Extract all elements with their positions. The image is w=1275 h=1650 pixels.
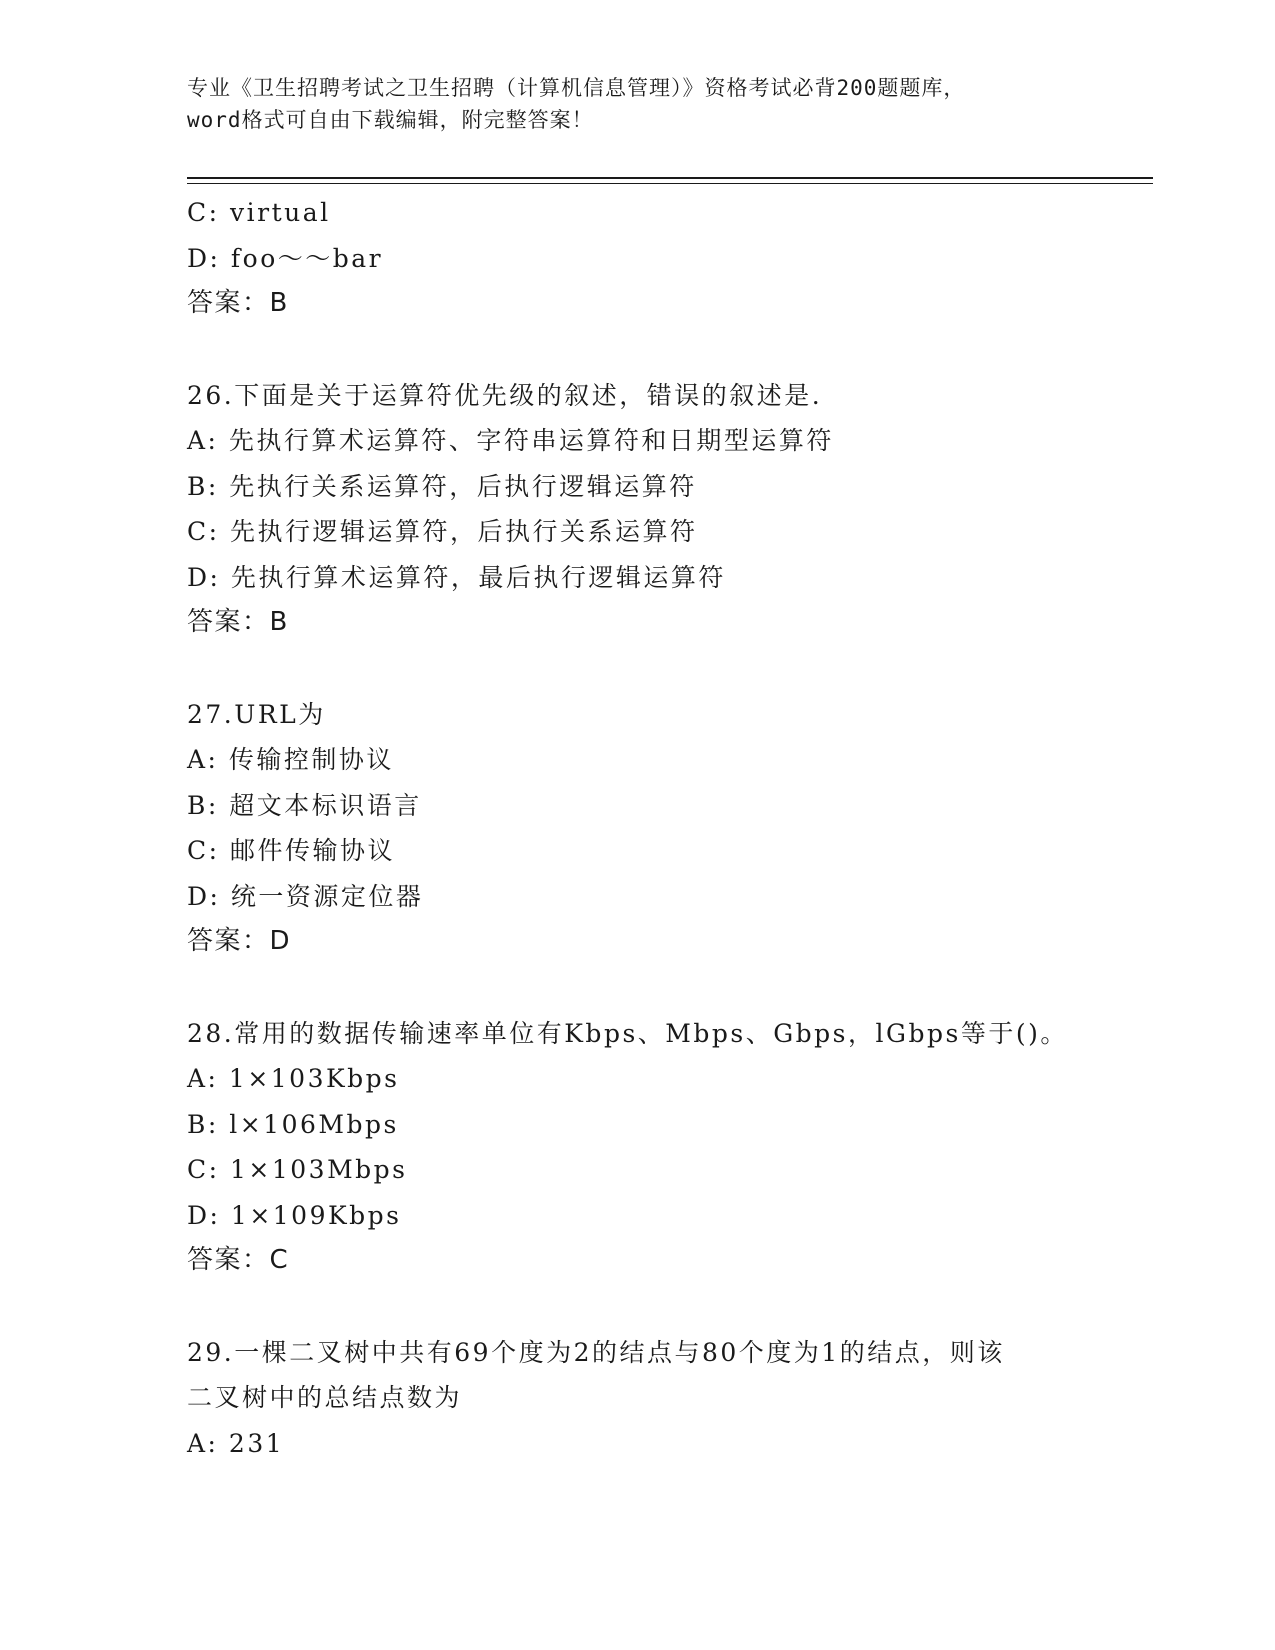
document-header <box>187 72 1087 136</box>
option-a: A: 231 <box>187 1428 285 1458</box>
question-28 <box>187 1011 1153 1284</box>
option-a: A: 1×103Kbps <box>187 1064 400 1093</box>
option-d: D: 1×109Kbps <box>187 1200 402 1230</box>
header-rule-thick <box>187 177 1153 179</box>
question-29 <box>187 1330 1153 1467</box>
option-b: B: 先执行关系运算符，后执行逻辑运算符 <box>187 471 697 501</box>
question-stem: 27.URL为 <box>187 699 326 729</box>
question-27 <box>187 692 1153 965</box>
answer: 答案：D <box>187 926 292 956</box>
option-a: A: 传输控制协议 <box>187 745 394 774</box>
answer: 答案：C <box>187 1245 290 1275</box>
prev-option-c: C: virtual <box>187 198 331 227</box>
option-a: A: 先执行算术运算符、字符串运算符和日期型运算符 <box>187 426 834 455</box>
option-c: C: 1×103Mbps <box>187 1155 408 1184</box>
prev-option-d: D: foo～～bar <box>187 243 384 273</box>
header-line-1: 专业《卫生招聘考试之卫生招聘（计算机信息管理）》资格考试必背200题题库， <box>187 76 966 100</box>
option-d: D: 统一资源定位器 <box>187 881 424 911</box>
header-line-2: word格式可自由下载编辑，附完整答案！ <box>187 108 594 132</box>
question-stem: 26.下面是关于运算符优先级的叙述，错误的叙述是. <box>187 380 823 410</box>
header-rule-thin <box>187 183 1153 184</box>
option-c: C: 邮件传输协议 <box>187 836 395 865</box>
question-content <box>187 190 1153 1466</box>
answer: 答案：B <box>187 607 289 637</box>
option-b: B: l×106Mbps <box>187 1109 399 1139</box>
option-c: C: 先执行逻辑运算符，后执行关系运算符 <box>187 517 698 546</box>
question-stem-line-1: 29.一棵二叉树中共有69个度为2的结点与80个度为1的结点，则该 <box>187 1337 1005 1367</box>
option-d: D: 先执行算术运算符，最后执行逻辑运算符 <box>187 562 726 592</box>
question-stem: 28.常用的数据传输速率单位有Kbps、Mbps、Gbps，lGbps等于()。 <box>187 1018 1068 1048</box>
question-stem-line-2: 二叉树中的总结点数为 <box>187 1383 463 1412</box>
question-26 <box>187 373 1153 646</box>
prev-answer: 答案：B <box>187 288 289 318</box>
option-b: B: 超文本标识语言 <box>187 790 422 820</box>
